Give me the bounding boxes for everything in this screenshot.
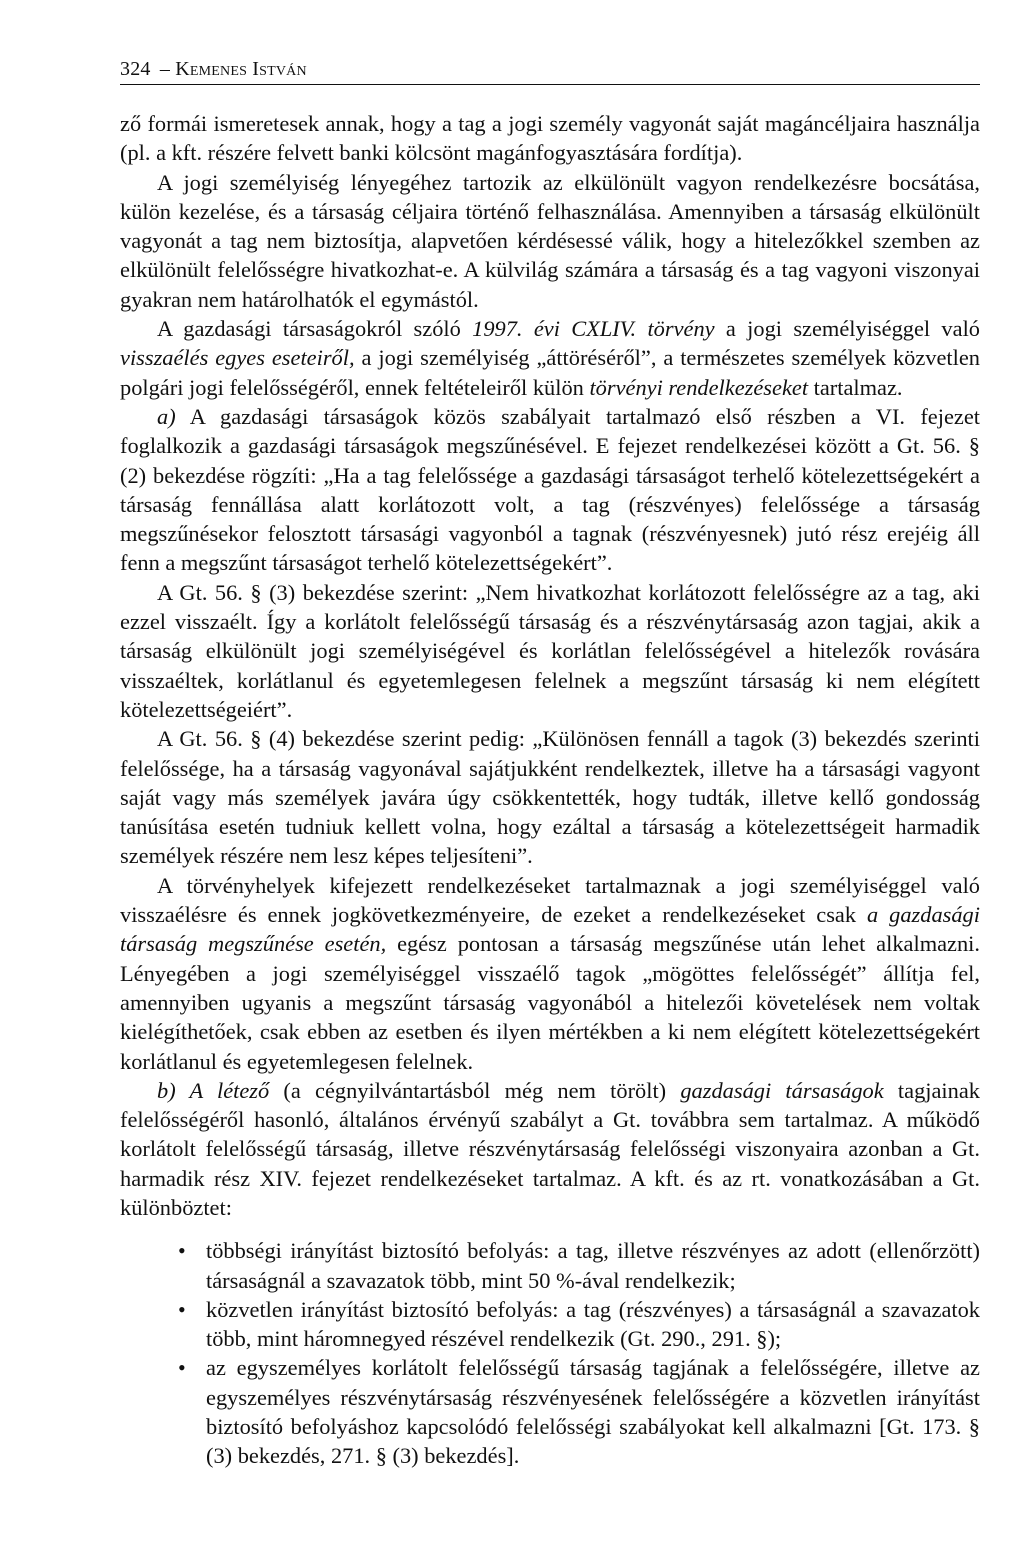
bullet-list [120,1236,980,1470]
list-item [120,1353,980,1470]
list-item-text: közvetlen irányítást biztosító befolyás: a tag (részvényes) a társaságnál a szavazatok több, mint háromnegyed részével rendelkezik (Gt. 290., 291. §); [206,1296,980,1352]
paragraph: ző formái ismeretesek annak, hogy a tag a jogi személy vagyonát saját magáncéljaira használja (pl. a kft. részére felvett banki kölcsönt magánfogyasztására fordítja). [120,111,980,166]
text-run: A gazdasági társaságokról szóló [157,316,473,342]
page-number: 324 [120,58,151,80]
italic-run: b) A létező [157,1077,270,1103]
list-item-text: az egyszemélyes korlátolt felelősségű társaság tagjának a felelősségére, illetve az egyszemélyes részvénytársaság részvényesének felelősségére a közvetlen irányítást biztosító befolyáshoz kapcsolódó felelősségi szabályokat kell alkalmazni [Gt. 173. § (3) bekezdés, 271. § (3) bekezdés]. [206,1355,980,1469]
paragraph: A Gt. 56. § (4) bekezdése szerint pedig: „Különösen fennáll a tagok (3) bekezdés szerinti felelőssége, ha a társaság vagyonával sajátjukként rendelkeztek, illetve ha a társasági vagyont saját vagy más személyek javára úgy csökkentették, hogy tudták, illetve kellő gondosság tanúsítása esetén tudniuk kellett volna, hogy ezáltal a társaság a kötelezettségeit harmadik személyek részére nem lesz képes teljesíteni”. [120,726,980,869]
list-item [120,1236,980,1295]
paragraph [120,1076,980,1222]
running-header [120,58,980,85]
paragraph [120,314,980,402]
italic-run: a) [157,403,176,429]
bullet-icon: • [178,1296,186,1322]
paragraph: A Gt. 56. § (3) bekezdése szerint: „Nem hivatkozhat korlátozott felelősségre az a tag, aki ezzel visszaélt. Így a korlátolt felelősségű társaság és a részvénytársaság azon tagjai, akik a társaság elkülönült jogi személyiségével és korlátlan felelősségével a hitelezők rovására visszaéltek, korlátlanul és egyetemlegesen felelnek a megszűnt társaság ki nem elégített kötelezettségeiért”. [120,579,980,722]
bullet-icon: • [178,1238,186,1264]
text-run: tagjainak felelősségéről hasonló, általános érvényű szabályt a Gt. továbbra sem tartalmaz. A működő korlátolt felelősségű társaság, illetve részvénytársaság felelősségi viszonyaira azonban a Gt. harmadik rész XIV. fejezet rendelkezéseket tartalmaz. A kft. és az rt. vonatkozásában a Gt. különböztet: [120,1077,980,1220]
italic-run: törvényi rendelkezéseket [589,374,809,400]
header-author: Kemenes István [175,58,307,80]
body-text [120,109,980,1471]
text-run: a jogi személyiség „áttöréséről”, a természetes személyek közvetlen polgári jogi felelősségéről, ennek feltételeiről külön [120,345,980,400]
paragraph [120,402,980,578]
italic-run: gazdasági társaságok [680,1077,884,1103]
book-page [120,58,980,1471]
italic-run: visszaélés egyes eseteiről, [120,345,355,371]
bullet-icon: • [178,1355,186,1381]
list-item-text: többségi irányítást biztosító befolyás: a tag, illetve részvényes az adott (ellenőrzött) társaságnál a szavazatok több, mint 50 %-ával rendelkezik; [206,1238,980,1293]
text-run: a jogi személyiséggel való [714,316,980,342]
paragraph [120,871,980,1076]
text-run: A gazdasági társaságok közös szabályait tartalmazó első részben a VI. fejezet foglalkozik a gazdasági társaságok megszűnésével. E fejezet rendelkezései között a Gt. 56. § (2) bekezdése rögzíti: „Ha a tag felelőssége a gazdasági társaságot terhelő kötelezettségekért a társaság fennállása alatt korlátozott volt, a tag (részvényes) felelőssége a társaság megszűnésekor felosztott társasági vagyonból a tagnak (részvényesnek) jutó rész erejéig áll fenn a megszűnt társaságot terhelő kötelezettségekért”. [120,403,980,576]
text-run: (a cégnyilvántartásból még nem törölt) [269,1077,681,1103]
italic-run: 1997. évi CXLIV. törvény [472,316,715,342]
italic-run: a gazdasági társaság megszűnése esetén, [120,902,980,957]
text-run: egész pontosan a társaság megszűnése után lehet alkalmazni. Lényegében a jogi személyiséggel visszaélő tagok „mögöttes felelősségét” állítja fel, amennyiben ugyanis a megszűnt társaság vagyonából a hitelezői követelések nem voltak kielégíthetőek, csak ebben az esetben és ilyen mértékben a ki nem elégített kötelezettségekért korlátlanul és egyetemlegesen felelnek. [120,931,981,1074]
list-item [120,1295,980,1354]
paragraph: A jogi személyiség lényegéhez tartozik az elkülönült vagyon rendelkezésre bocsátása, külön kezelése, és a társaság céljaira történő felhasználása. Amennyiben a társaság elkülönült vagyonát a tag nem biztosítja, alapvetően kérdésessé válik, hogy a hitelezőkkel szemben az elkülönült felelősségre hivatkozhat-e. A külvilág számára a társaság és a tag vagyoni viszonyai gyakran nem határolhatók el egymástól. [120,169,980,312]
header-dash: – [159,58,171,80]
text-run: tartalmaz. [808,374,903,400]
text-run: A törvényhelyek kifejezett rendelkezéseket tartalmaznak a jogi személyiséggel való visszaélésre és ennek jogkövetkezményeire, de ezeket a rendelkezéseket csak [120,872,980,928]
